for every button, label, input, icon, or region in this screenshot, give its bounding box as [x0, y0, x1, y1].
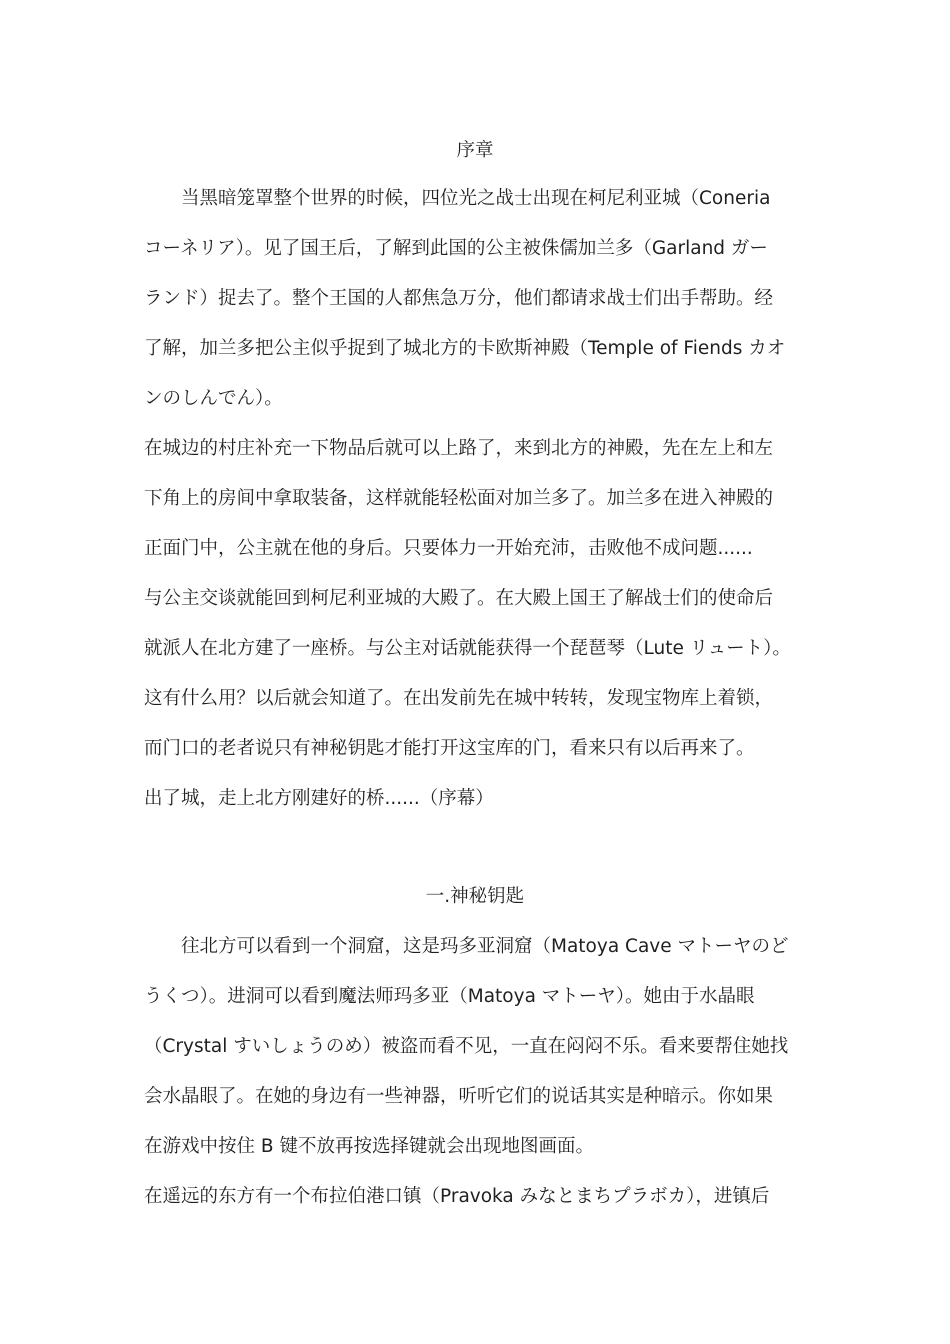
- paragraph-line: 当黑暗笼罩整个世界的时候，四位光之战士出现在柯尼利亚城（Coneria: [181, 188, 771, 209]
- paragraph-line: 下角上的房间中拿取装备，这样就能轻松面对加兰多了。加兰多在进入神殿的: [144, 488, 774, 509]
- paragraph-line: コーネリア）。见了国王后，了解到此国的公主被侏儒加兰多（Garland ガー: [144, 238, 768, 259]
- paragraph-line: 会水晶眼了。在她的身边有一些神器，听听它们的说话其实是种暗示。你如果: [144, 1086, 774, 1107]
- paragraph-line: 出了城，走上北方刚建好的桥......（序幕）: [144, 788, 494, 809]
- paragraph-line: （Crystal すいしょうのめ）被盗而看不见，一直在闷闷不乐。看来要帮住她找: [144, 1036, 789, 1057]
- section-heading-prologue: 序章: [456, 140, 494, 161]
- paragraph-line: 而门口的老者说只有神秘钥匙才能打开这宝库的门，看来只有以后再来了。: [144, 738, 755, 759]
- paragraph-line: 这有什么用？以后就会知道了。在出发前先在城中转转，发现宝物库上着锁，: [144, 688, 774, 709]
- paragraph-line: うくつ）。进洞可以看到魔法师玛多亚（Matoya マトーヤ）。她由于水晶眼: [144, 986, 755, 1007]
- paragraph-line: ランド）捉去了。整个王国的人都焦急万分，他们都请求战士们出手帮助。经: [144, 288, 774, 309]
- paragraph-line: 在遥远的东方有一个布拉伯港口镇（Pravoka みなとまちプラボカ），进镇后: [144, 1186, 770, 1207]
- paragraph-line: 正面门中，公主就在他的身后。只要体力一开始充沛，击败他不成问题......: [144, 538, 753, 559]
- paragraph-line: 了解，加兰多把公主似乎捉到了城北方的卡欧斯神殿（Temple of Fiends カオ: [144, 338, 786, 359]
- paragraph-line: 在游戏中按住 B 键不放再按选择键就会出现地图画面。: [144, 1136, 594, 1157]
- paragraph-line: 往北方可以看到一个洞窟，这是玛多亚洞窟（Matoya Cave マトーヤのど: [181, 936, 789, 957]
- paragraph-line: ンのしんでん）。: [144, 388, 283, 409]
- paragraph-line: 与公主交谈就能回到柯尼利亚城的大殿了。在大殿上国王了解战士们的使命后: [144, 588, 774, 609]
- section-heading-mystery-key: 一.神秘钥匙: [425, 886, 525, 907]
- paragraph-line: 在城边的村庄补充一下物品后就可以上路了，来到北方的神殿，先在左上和左: [144, 438, 774, 459]
- paragraph-line: 就派人在北方建了一座桥。与公主对话就能获得一个琵琶琴（Lute リュート）。: [144, 638, 791, 659]
